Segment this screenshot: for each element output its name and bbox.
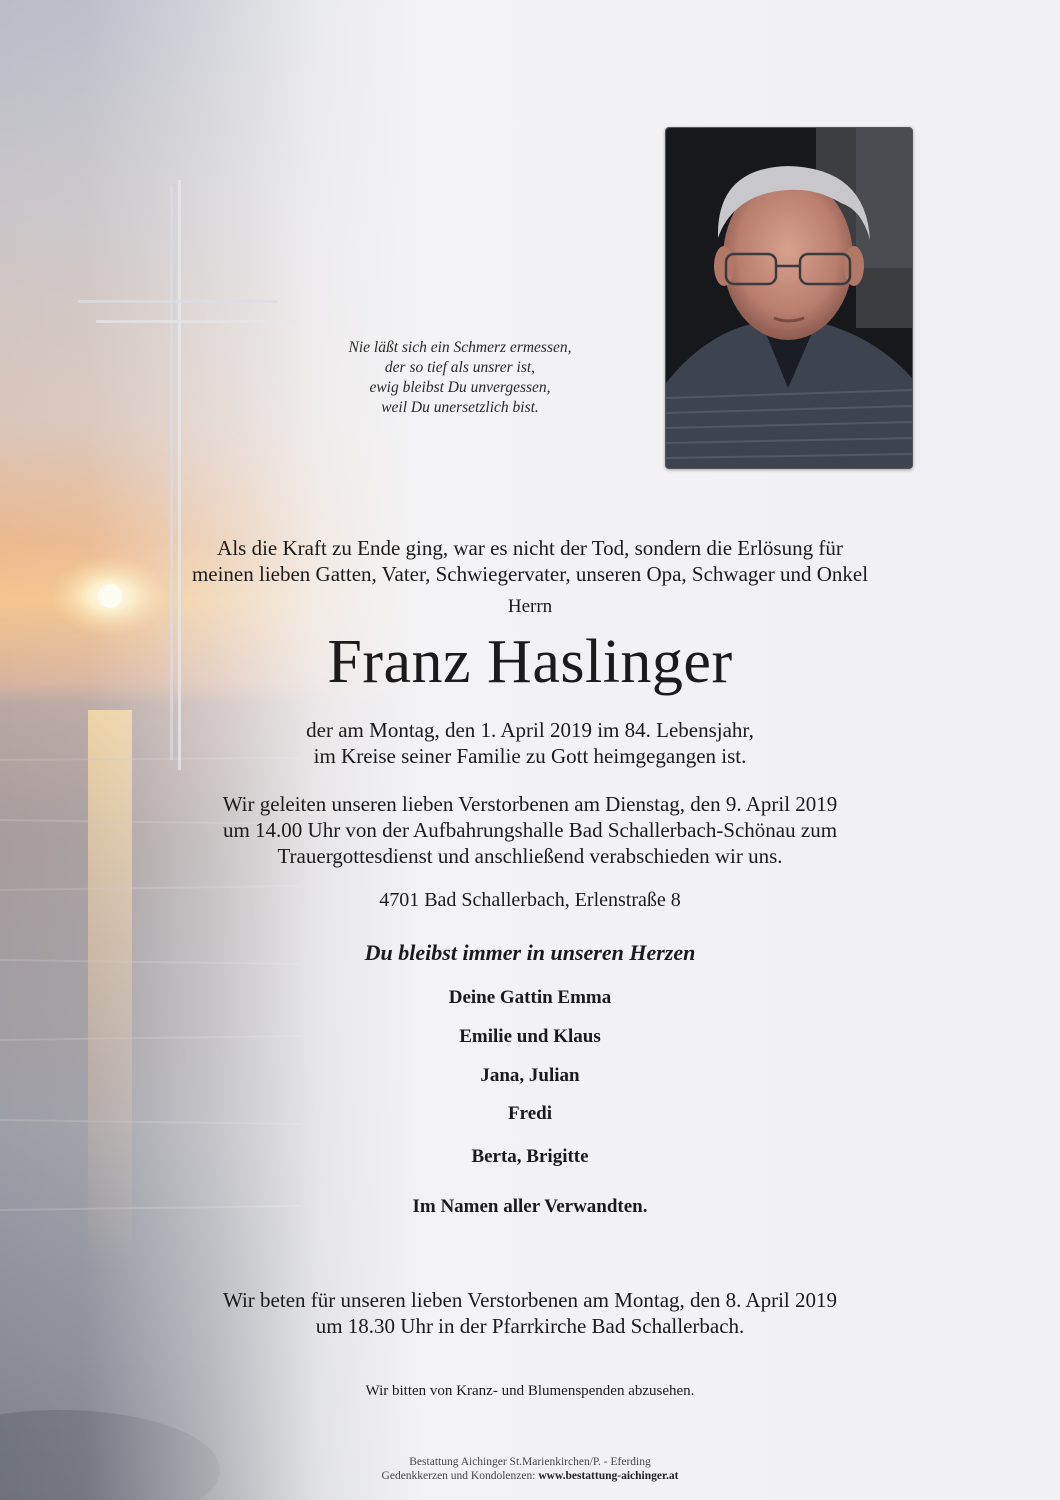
donation-note: Wir bitten von Kranz- und Blumenspenden abzusehen. (365, 1383, 695, 1399)
memorial-motto: Du bleibst immer in unseren Herzen (364, 940, 696, 965)
poem-line: der so tief als unsrer ist, (384, 359, 536, 376)
intro-line: Als die Kraft zu Ende ging, war es nicht der Tod, sondern die Erlösung für (217, 536, 843, 560)
footer-website-link[interactable]: www.bestattung-aichinger.at (538, 1470, 679, 1482)
poem-line: weil Du unersetzlich bist. (381, 399, 539, 416)
death-notice-line: der am Montag, den 1. April 2019 im 84. Lebensjahr, (306, 718, 754, 742)
prayer-info (0, 1287, 1060, 1339)
intro-line: meinen lieben Gatten, Vater, Schwiegervater, unseren Opa, Schwager und Onkel (191, 562, 869, 586)
relatives-note: Im Namen aller Verwandten. (412, 1196, 648, 1217)
poem-line: ewig bleibst Du unvergessen, (369, 379, 551, 396)
family-member: Fredi (508, 1103, 552, 1124)
memorial-poem (300, 338, 620, 418)
family-member: Jana, Julian (480, 1065, 580, 1086)
prayer-line: um 18.30 Uhr in der Pfarrkirche Bad Schallerbach. (315, 1314, 745, 1338)
family-member: Deine Gattin Emma (448, 987, 612, 1008)
portrait-photo (665, 127, 913, 469)
prayer-line: Wir beten für unseren lieben Verstorbenen am Montag, den 8. April 2019 (222, 1288, 838, 1312)
poem-line: Nie läßt sich ein Schmerz ermessen, (348, 339, 572, 356)
death-notice (0, 717, 1060, 769)
address: 4701 Bad Schallerbach, Erlenstraße 8 (379, 889, 681, 911)
salutation: Herrn (507, 596, 553, 617)
family-member: Berta, Brigitte (471, 1146, 589, 1167)
death-notice-line: im Kreise seiner Familie zu Gott heimgegangen ist. (313, 744, 747, 768)
footer-company: Bestattung Aichinger St.Marienkirchen/P. - Eferding (409, 1456, 651, 1468)
footer-condolence (0, 1469, 1060, 1483)
deceased-name: Franz Haslinger (327, 628, 733, 696)
intro-text (0, 535, 1060, 587)
funeral-line: Wir geleiten unseren lieben Verstorbenen am Dienstag, den 9. April 2019 (222, 792, 838, 816)
footer (0, 1455, 1060, 1483)
family-member: Emilie und Klaus (459, 1026, 601, 1047)
funeral-line: um 14.00 Uhr von der Aufbahrungshalle Bad Schallerbach-Schönau zum (222, 818, 838, 842)
funeral-line: Trauergottesdienst und anschließend verabschieden wir uns. (277, 844, 783, 868)
funeral-info (0, 791, 1060, 869)
footer-condolence-label: Gedenkkerzen und Kondolenzen: (381, 1470, 536, 1482)
